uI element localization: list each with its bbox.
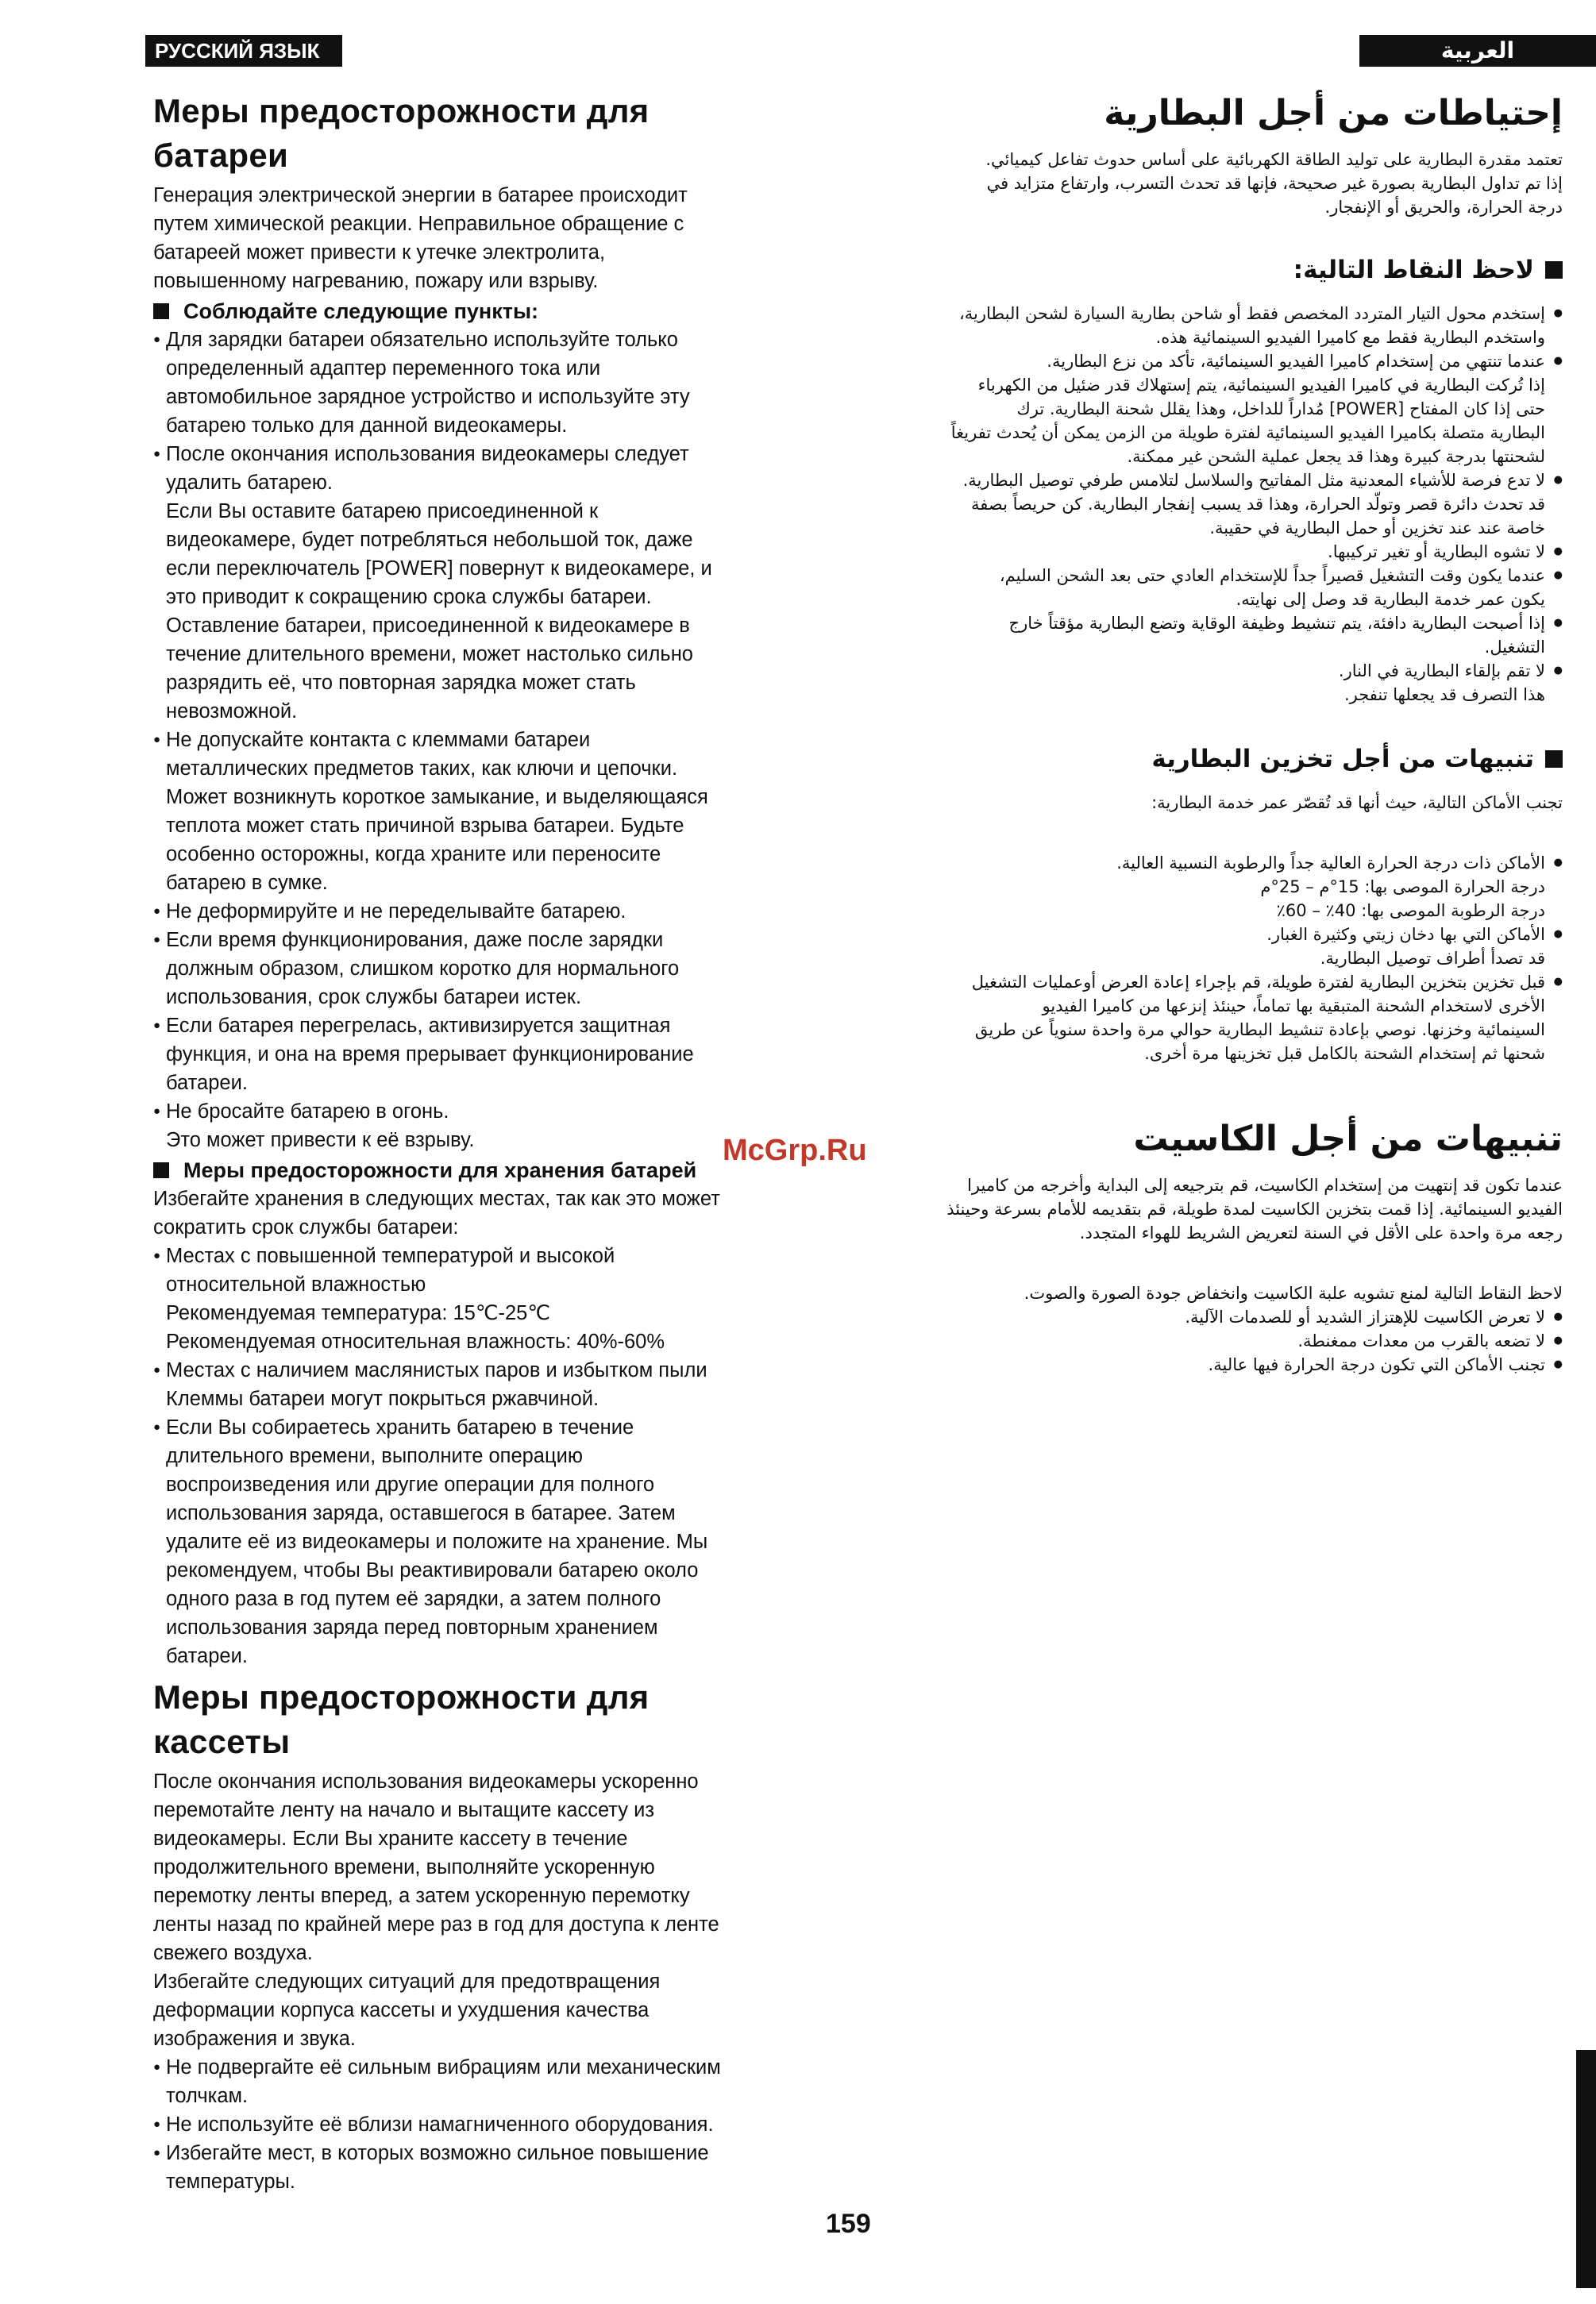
text-line: перемотку ленты вперед, а затем ускоренную перемотку bbox=[153, 1885, 690, 1907]
list-item bbox=[153, 1242, 796, 1356]
square-bullet-icon bbox=[1545, 750, 1563, 768]
arabic-storage-intro: تجنب الأماكن التالية، حيث أنها قد تُقصّر عمر خدمة البطارية: bbox=[1151, 793, 1563, 812]
text-line: путем химической реакции. Неправильное обращение с bbox=[153, 213, 684, 235]
list-item-line: Если Вы собираетесь хранить батарею в течение bbox=[166, 1416, 634, 1439]
text-line: свежего воздуха. bbox=[153, 1942, 313, 1964]
list-item-line: واستخدم البطارية فقط مع كاميرا الفيديو السينمائية هذه. bbox=[1155, 328, 1545, 347]
storage-heading: Меры предосторожности для хранения батарей bbox=[153, 1156, 796, 1185]
list-item-line: السينمائية وخزنها. نوصي بإعادة تنشيط البطارية حوالي مرة واحدة سنوياً عن طريق bbox=[974, 1020, 1545, 1039]
list-item-line: Местах с наличием маслянистых паров и избытком пыли bbox=[166, 1359, 707, 1381]
arabic-cassette-title: تنبيهات من أجل الكاسيت bbox=[1133, 1119, 1563, 1159]
text-line: батареей может привести к утечке электролита, bbox=[153, 241, 606, 264]
list-item-line: هذا التصرف قد يجعلها تنفجر. bbox=[1343, 685, 1545, 704]
list-item bbox=[927, 302, 1563, 349]
list-item bbox=[153, 2110, 796, 2139]
text-line: Генерация электрической энергии в батарее происходит bbox=[153, 184, 688, 206]
list-item-line: Это может привести к её взрыву. bbox=[166, 1129, 475, 1151]
list-item-line: Клеммы батареи могут покрыться ржавчиной. bbox=[166, 1388, 599, 1410]
list-item-line: воспроизведения или другие операции для полного bbox=[166, 1474, 655, 1496]
storage-list bbox=[153, 1242, 796, 1670]
text-line: درجة الحرارة، والحريق أو الإنفجار. bbox=[1324, 198, 1563, 217]
arabic-storage-heading: تنبيهات من أجل تخزين البطارية bbox=[927, 742, 1563, 776]
list-item bbox=[153, 897, 796, 926]
list-item-line: использования заряда перед повторным хранением bbox=[166, 1616, 658, 1639]
list-item-line: لا تعرض الكاسيت للإهتزاز الشديد أو للصدمات الآلية. bbox=[1185, 1308, 1545, 1327]
list-item-line: функция, и она на время прерывает функционирование bbox=[166, 1043, 694, 1065]
list-item-line: درجة الحرارة الموصى بها: 15°م – 25°م bbox=[1260, 877, 1545, 896]
list-item-line: удалить батарею. bbox=[166, 472, 333, 494]
battery-intro bbox=[153, 181, 796, 295]
text-line: перемотайте ленту на начало и вытащите кассету из bbox=[153, 1799, 655, 1821]
list-item-line: Может возникнуть короткое замыкание, и выделяющаяся bbox=[166, 786, 708, 808]
list-item-line: Местах с повышенной температурой и высокой bbox=[166, 1245, 615, 1267]
list-item-line: это приводит к сокращению срока службы батареи. bbox=[166, 586, 652, 608]
list-item-line: Рекомендуемая температура: 15℃-25℃ bbox=[166, 1302, 550, 1324]
list-item-line: относительной влажностью bbox=[166, 1273, 426, 1296]
list-item bbox=[153, 726, 796, 897]
arabic-cassette-intro bbox=[927, 1173, 1563, 1245]
list-item-line: течение длительного времени, может настолько сильно bbox=[166, 643, 693, 665]
list-item-line: если переключатель [POWER] повернут к видеокамере, и bbox=[166, 557, 712, 580]
cassette-precautions-title: Меры предосторожности для кассеты bbox=[153, 1678, 650, 1760]
list-item-line: التشغيل. bbox=[1484, 638, 1545, 657]
text-line: После окончания использования видеокамеры ускоренно bbox=[153, 1770, 699, 1793]
text-line: продолжительного времени, выполняйте ускоренную bbox=[153, 1856, 655, 1878]
language-label-russian: РУССКИЙ ЯЗЫК bbox=[145, 35, 342, 67]
list-item bbox=[927, 540, 1563, 564]
list-item-line: автомобильное зарядное устройство и используйте эту bbox=[166, 386, 690, 408]
list-item-line: Избегайте мест, в которых возможно сильное повышение bbox=[166, 2142, 709, 2164]
list-item-line: قد تصدأ أطراف توصيل البطارية. bbox=[1320, 949, 1545, 968]
list-item-line: невозможной. bbox=[166, 700, 298, 722]
list-item-line: металлических предметов таких, как ключи и цепочки. bbox=[166, 757, 678, 780]
list-item-line: Рекомендуемая относительная влажность: 40%-60% bbox=[166, 1331, 665, 1353]
list-item-line: Не деформируйте и не переделывайте батарею. bbox=[166, 900, 626, 923]
observe-heading: Соблюдайте следующие пункты: bbox=[153, 297, 796, 326]
list-item-line: لشحنتها بدرجة كبيرة وهذا قد يجعل عملية الشحن غير ممكنة. bbox=[1127, 447, 1545, 466]
list-item bbox=[153, 440, 796, 726]
list-item-line: Для зарядки батареи обязательно используйте только bbox=[166, 329, 678, 351]
list-item bbox=[927, 468, 1563, 540]
list-item-line: использования заряда, оставшегося в батарее. Затем bbox=[166, 1502, 676, 1524]
list-item bbox=[153, 1356, 796, 1413]
list-item-line: теплота может стать причиной взрыва батареи. Будьте bbox=[166, 815, 684, 837]
list-item-line: Если время функционирования, даже после зарядки bbox=[166, 929, 664, 951]
list-item-line: لا تضعه بالقرب من معدات ممغنطة. bbox=[1297, 1331, 1545, 1350]
text-line: деформации корпуса кассеты и ухудшения качества bbox=[153, 1999, 650, 2021]
list-item-line: إذا أصبحت البطارية دافئة، يتم تنشيط وظيفة الوقاية وتضع البطارية مؤقتاً خارج bbox=[1008, 614, 1545, 633]
list-item-line: Если Вы оставите батарею присоединенной к bbox=[166, 500, 599, 522]
list-item bbox=[927, 349, 1563, 468]
list-item bbox=[153, 326, 796, 440]
text-line: Избегайте хранения в следующих местах, так как это может bbox=[153, 1188, 720, 1210]
arabic-cassette-list bbox=[927, 1305, 1563, 1377]
text-line: ленты назад по крайней мере раз в год для доступа к ленте bbox=[153, 1913, 719, 1936]
list-item-line: لا تقم بإلقاء البطارية في النار. bbox=[1338, 661, 1545, 680]
list-item-line: درجة الرطوبة الموصى بها: 40٪ – 60٪ bbox=[1276, 901, 1545, 920]
page-edge-tab bbox=[1576, 2050, 1596, 2288]
arabic-battery-title: إحتياطات من أجل البطارية bbox=[1104, 93, 1563, 133]
list-item-line: определенный адаптер переменного тока или bbox=[166, 357, 601, 380]
list-item bbox=[153, 1413, 796, 1670]
list-item-line: длительного времени, выполните операцию bbox=[166, 1445, 583, 1467]
list-item bbox=[927, 1305, 1563, 1329]
list-item bbox=[927, 851, 1563, 923]
list-item-line: После окончания использования видеокамеры следует bbox=[166, 443, 689, 465]
list-item bbox=[927, 659, 1563, 707]
arabic-observe-list bbox=[927, 302, 1563, 707]
list-item-line: قد تحدث دائرة قصر وتولّد الحرارة، وهذا قد يسبب إنفجار البطارية. كن حريصاً بصفة bbox=[970, 495, 1545, 514]
text-line: повышенному нагреванию, пожару или взрыву. bbox=[153, 270, 599, 292]
text-line: عندما تكون قد إنتهيت من إستخدام الكاسيت، قم بترجيعه إلى البداية وأخرجه من كاميرا bbox=[967, 1176, 1563, 1195]
list-item-line: شحنها ثم إستخدام الشحنة بالكامل قبل تخزينها مرة أخرى. bbox=[1144, 1044, 1545, 1063]
russian-column bbox=[153, 89, 796, 2196]
list-item-line: температуры. bbox=[166, 2171, 295, 2193]
list-item bbox=[927, 1329, 1563, 1353]
arabic-cassette-note: لاحظ النقاط التالية لمنع تشويه علبة الكاسيت وانخفاض جودة الصورة والصوت. bbox=[1024, 1284, 1563, 1303]
text-line: изображения и звука. bbox=[153, 2028, 356, 2050]
list-item bbox=[927, 611, 1563, 659]
list-item-line: Не используйте её вблизи намагниченного оборудования. bbox=[166, 2113, 714, 2136]
list-item-line: حتى إذا كان المفتاح [POWER] مُداراً للداخل، وهذا يقلل شحنة البطارية. ترك bbox=[1016, 399, 1545, 418]
list-item-line: использования, срок службы батареи истек. bbox=[166, 986, 582, 1008]
list-item-line: قبل تخزين بتخزين البطارية لفترة طويلة، قم بإجراء إعادة العرض أوعمليات التشغيل bbox=[971, 973, 1545, 992]
list-item-line: عندما تنتهي من إستخدام كاميرا الفيديو السينمائية، تأكد من نزع البطارية. bbox=[1047, 352, 1545, 371]
list-item-line: одного раза в год путем её зарядки, а затем полного bbox=[166, 1588, 661, 1610]
square-bullet-icon bbox=[1545, 261, 1563, 279]
text-line: تعتمد مقدرة البطارية على توليد الطاقة الكهربائية على أساس حدوث تفاعل كيميائي. bbox=[985, 150, 1563, 169]
list-item-line: батареи. bbox=[166, 1072, 248, 1094]
arabic-battery-intro bbox=[927, 148, 1563, 219]
list-item-line: Оставление батареи, присоединенной к видеокамере в bbox=[166, 615, 690, 637]
list-item bbox=[153, 1011, 796, 1097]
list-item-line: إذا تُركت البطارية في كاميرا الفيديو السينمائية، يتم إستهلاك قدر ضئيل من الكهرباء bbox=[977, 376, 1545, 395]
text-line: الفيديو السينمائية. إذا قمت بتخزين الكاسيت لمدة طويلة، قم بتقديمه للأمام بسرعة وحينئذ bbox=[946, 1200, 1563, 1219]
list-item-line: لا تشوه البطارية أو تغير تركيبها. bbox=[1328, 542, 1545, 561]
list-item-line: толчкам. bbox=[166, 2085, 249, 2107]
list-item-line: разрядить её, что повторная зарядка может стать bbox=[166, 672, 636, 694]
list-item-line: особенно осторожны, когда храните или переносите bbox=[166, 843, 661, 865]
list-item-line: عندما يكون وقت التشغيل قصيراً جداً للإستخدام العادي حتى بعد الشحن السليم، bbox=[999, 566, 1545, 585]
page-number: 159 bbox=[826, 2209, 871, 2239]
list-item-line: الأخرى لاستخدام الشحنة المتبقية بها تماماً، حينئذ إنزعها من كاميرا الفيديو bbox=[1042, 996, 1545, 1015]
text-line: رجعه مرة واحدة على الأقل في السنة لتعريض الشريط للهواء المتجدد. bbox=[1079, 1223, 1563, 1243]
watermark: McGrp.Ru bbox=[723, 1134, 867, 1167]
list-item-line: يكون عمر خدمة البطارية قد وصل إلى نهايته. bbox=[1236, 590, 1545, 609]
arabic-observe-heading: لاحظ النقاط التالية: bbox=[927, 252, 1563, 287]
list-item bbox=[927, 970, 1563, 1065]
list-item-line: الأماكن ذات درجة الحرارة العالية جداً والرطوبة النسبية العالية. bbox=[1116, 853, 1545, 873]
list-item-line: Если батарея перегрелась, активизируется защитная bbox=[166, 1015, 671, 1037]
list-item-line: рекомендуем, чтобы Вы реактивировали батарею около bbox=[166, 1559, 699, 1582]
list-item-line: батареи. bbox=[166, 1645, 248, 1667]
battery-precautions-title: Меры предосторожности для батареи bbox=[153, 92, 650, 174]
text-line: сократить срок службы батареи: bbox=[153, 1216, 459, 1239]
cassette-list bbox=[153, 2053, 796, 2196]
list-item bbox=[927, 564, 1563, 611]
list-item bbox=[927, 1353, 1563, 1377]
list-item-line: لا تدع فرصة للأشياء المعدنية مثل المفاتيح والسلاسل لتلامس طرفي توصيل البطارية. bbox=[962, 471, 1545, 490]
list-item-line: видеокамере, будет потребляться небольшой ток, даже bbox=[166, 529, 693, 551]
text-line: видеокамеры. Если Вы храните кассету в течение bbox=[153, 1828, 628, 1850]
list-item-line: تجنب الأماكن التي تكون درجة الحرارة فيها عالية. bbox=[1208, 1355, 1545, 1374]
list-item bbox=[153, 2053, 796, 2110]
list-item bbox=[153, 2139, 796, 2196]
list-item-line: الأماكن التي بها دخان زيتي وكثيرة الغبار. bbox=[1266, 925, 1545, 944]
list-item-line: البطارية متصلة بكاميرا الفيديو السينمائية لفترة طويلة من الزمن يمكن أن يُحدث تفريغاً bbox=[950, 423, 1545, 442]
list-item-line: батарею только для данной видеокамеры. bbox=[166, 414, 568, 437]
square-bullet-icon bbox=[153, 303, 169, 319]
arabic-storage-list bbox=[927, 851, 1563, 1065]
list-item-line: Не подвергайте её сильным вибрациям или механическим bbox=[166, 2056, 721, 2079]
list-item-line: إستخدم محول التيار المتردد المخصص فقط أو شاحن بطارية السيارة لشحن البطارية، bbox=[959, 304, 1545, 323]
list-item bbox=[153, 926, 796, 1011]
observe-list bbox=[153, 326, 796, 1154]
list-item bbox=[153, 1097, 796, 1154]
list-item-line: батарею в сумке. bbox=[166, 872, 328, 894]
storage-intro bbox=[153, 1185, 796, 1242]
list-item-line: خاصة عند عند تخزين أو حمل البطارية في حقيبة. bbox=[1209, 518, 1545, 537]
text-line: Избегайте следующих ситуаций для предотвращения bbox=[153, 1971, 661, 1993]
arabic-column bbox=[927, 89, 1563, 1377]
list-item-line: удалите её из видеокамеры и положите на хранение. Мы bbox=[166, 1531, 708, 1553]
list-item-line: Не бросайте батарею в огонь. bbox=[166, 1100, 449, 1123]
square-bullet-icon bbox=[153, 1162, 169, 1178]
list-item-line: Не допускайте контакта с клеммами батареи bbox=[166, 729, 591, 751]
cassette-intro bbox=[153, 1767, 796, 2053]
language-label-arabic: العربية bbox=[1359, 35, 1596, 67]
list-item bbox=[927, 923, 1563, 970]
text-line: إذا تم تداول البطارية بصورة غير صحيحة، فإنها قد تحدث التسرب، وارتفاع متزايد في bbox=[986, 174, 1563, 193]
list-item-line: должным образом, слишком коротко для нормального bbox=[166, 957, 680, 980]
